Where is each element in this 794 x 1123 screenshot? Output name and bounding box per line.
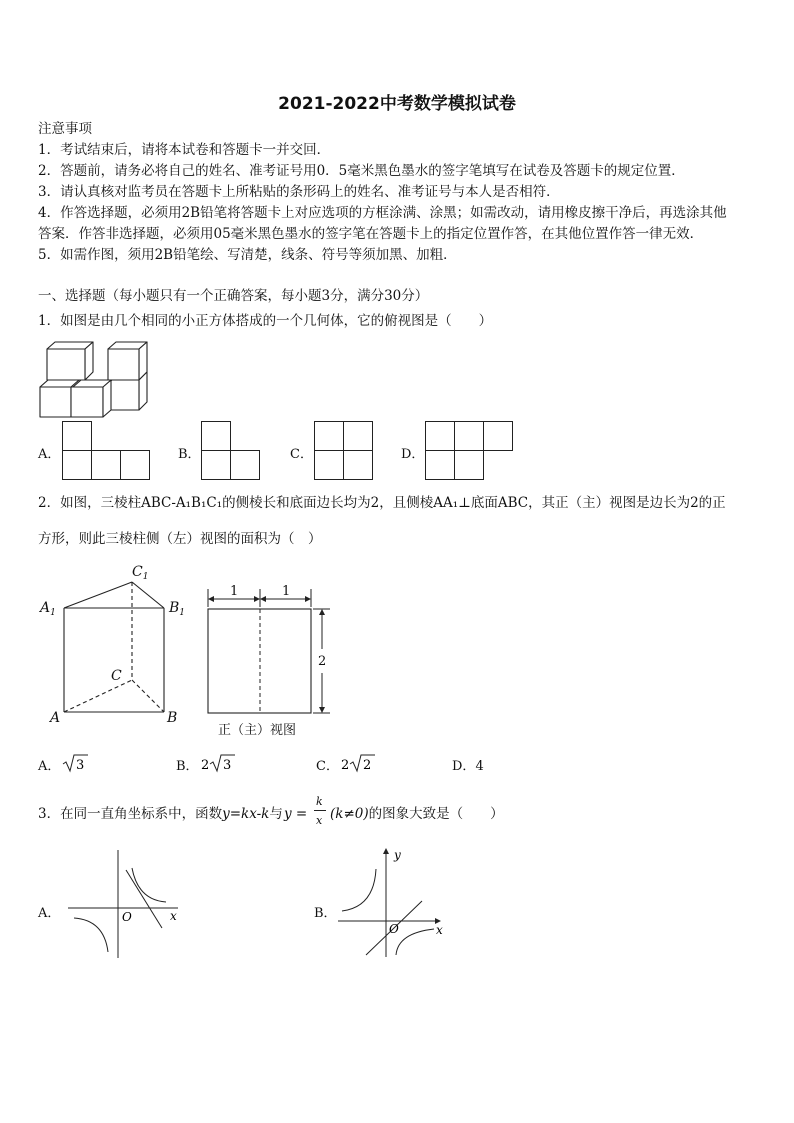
front-view-dim-right: 1: [282, 584, 291, 599]
q2-option-b-sqrt: [200, 752, 240, 774]
q1-option-b-grid: [201, 421, 263, 481]
notice-item-2: 2．答题前，请务必将自己的姓名、准考证号用0．5毫米黑色墨水的签字笔填写在试卷及答题卡的规定位置．: [38, 163, 685, 179]
q1-option-d-label: D．: [401, 447, 425, 462]
q2-option-a-radicand: 3: [76, 758, 85, 773]
q3-a-origin-label: O: [122, 910, 132, 924]
q2-option-d-value: 4: [475, 759, 484, 774]
q2-stem-line1: 2．如图，三棱柱ABC-A₁B₁C₁的侧棱长和底面边长均为2，且侧棱AA₁⊥底面ABC，其正（主）视图是边长为2的正: [38, 495, 726, 511]
prism-label-b: B: [167, 710, 178, 726]
q2-option-c-label: C．: [316, 759, 339, 774]
q3-option-a-label: A．: [38, 906, 61, 921]
q2-option-a-sqrt: [62, 752, 92, 774]
q3-stem-end: 的图象大致是（ ）: [368, 806, 504, 822]
page-title: 2021-2022中考数学模拟试卷: [278, 94, 516, 114]
prism-label-a1: $A_1$: [40, 600, 56, 618]
q2-option-b-radicand: 3: [223, 758, 232, 773]
q2-prism-figure: [36, 562, 196, 727]
prism-label-c: C: [111, 668, 122, 684]
q2-option-c-radicand: 2: [363, 758, 372, 773]
notice-item-3: 3．请认真核对监考员在答题卡上所粘贴的条形码上的姓名、准考证号与本人是否相符．: [38, 184, 560, 200]
q2-stem-line2: 方形，则此三棱柱侧（左）视图的面积为（ ）: [38, 531, 322, 547]
q3-stem-mid: 与: [269, 806, 283, 822]
q1-cube-figure: [38, 340, 153, 420]
q3-cond: (k≠0): [330, 806, 369, 822]
q1-option-d-grid: [425, 421, 515, 481]
notice-item-1: 1．考试结束后，请将本试卷和答题卡一并交回．: [38, 142, 331, 158]
q3-func1: y=kx-k: [222, 806, 270, 822]
q3-option-b-label: B．: [314, 906, 337, 921]
q3-frac-num: k: [316, 795, 323, 808]
q3-frac-bar: [314, 810, 326, 811]
prism-label-a: A: [50, 710, 61, 726]
q1-option-c-label: C．: [290, 447, 313, 462]
q2-option-b-coef: 2: [201, 758, 210, 773]
q2-option-c-sqrt: [340, 752, 380, 774]
front-view-caption: 正（主）视图: [218, 723, 297, 738]
prism-label-c1: $C_1$: [132, 564, 149, 582]
q3-b-x-label: x: [436, 923, 443, 937]
section-heading: 一、选择题（每小题只有一个正确答案，每小题3分，满分30分）: [38, 288, 429, 304]
q1-option-c-grid: [314, 421, 376, 481]
q2-option-c-coef: 2: [341, 758, 350, 773]
q3-stem-start: 3．在同一直角坐标系中，函数: [38, 806, 223, 822]
q2-option-a-label: A．: [38, 759, 61, 774]
q3-option-a-graph: [66, 848, 191, 960]
notice-item-5: 5．如需作图，须用2B铅笔绘、写清楚，线条、符号等须加黑、加粗．: [38, 247, 457, 263]
q3-b-origin-label: O: [389, 922, 399, 936]
q2-option-d-label: D．: [452, 759, 476, 774]
q3-frac-den: x: [316, 814, 323, 827]
q1-option-b-label: B．: [178, 447, 201, 462]
q1-option-a-grid: [62, 421, 152, 481]
q3-stem: [38, 806, 283, 823]
q2-option-d: [452, 755, 484, 774]
notice-item-4: 4．作答选择题，必须用2B铅笔将答题卡上对应选项的方框涂满、涂黑；如需改动，请用橡皮擦干净后，再选涂其他: [38, 205, 727, 221]
q3-func2-lhs: y =: [284, 806, 308, 822]
q3-a-x-label: x: [170, 909, 177, 923]
prism-label-b1: $B_1$: [169, 600, 186, 618]
q3-stem-tail: [330, 806, 504, 823]
notice-heading: 注意事项: [38, 121, 92, 137]
q3-b-y-label: y: [394, 848, 401, 862]
q2-option-b-label: B．: [176, 759, 199, 774]
q2-front-view: [200, 583, 340, 743]
notice-item-4-cont: 答案．作答非选择题，必须用05毫米黑色墨水的签字笔在答题卡上的指定位置作答，在其他位置作答一律无效．: [38, 226, 704, 242]
q1-stem: 1．如图是由几个相同的小正方体搭成的一个几何体，它的俯视图是（ ）: [38, 313, 493, 329]
q1-option-a-label: A．: [38, 447, 61, 462]
q3-option-b-graph: [336, 845, 456, 960]
front-view-dim-left: 1: [230, 584, 239, 599]
front-view-dim-height: 2: [318, 654, 327, 669]
